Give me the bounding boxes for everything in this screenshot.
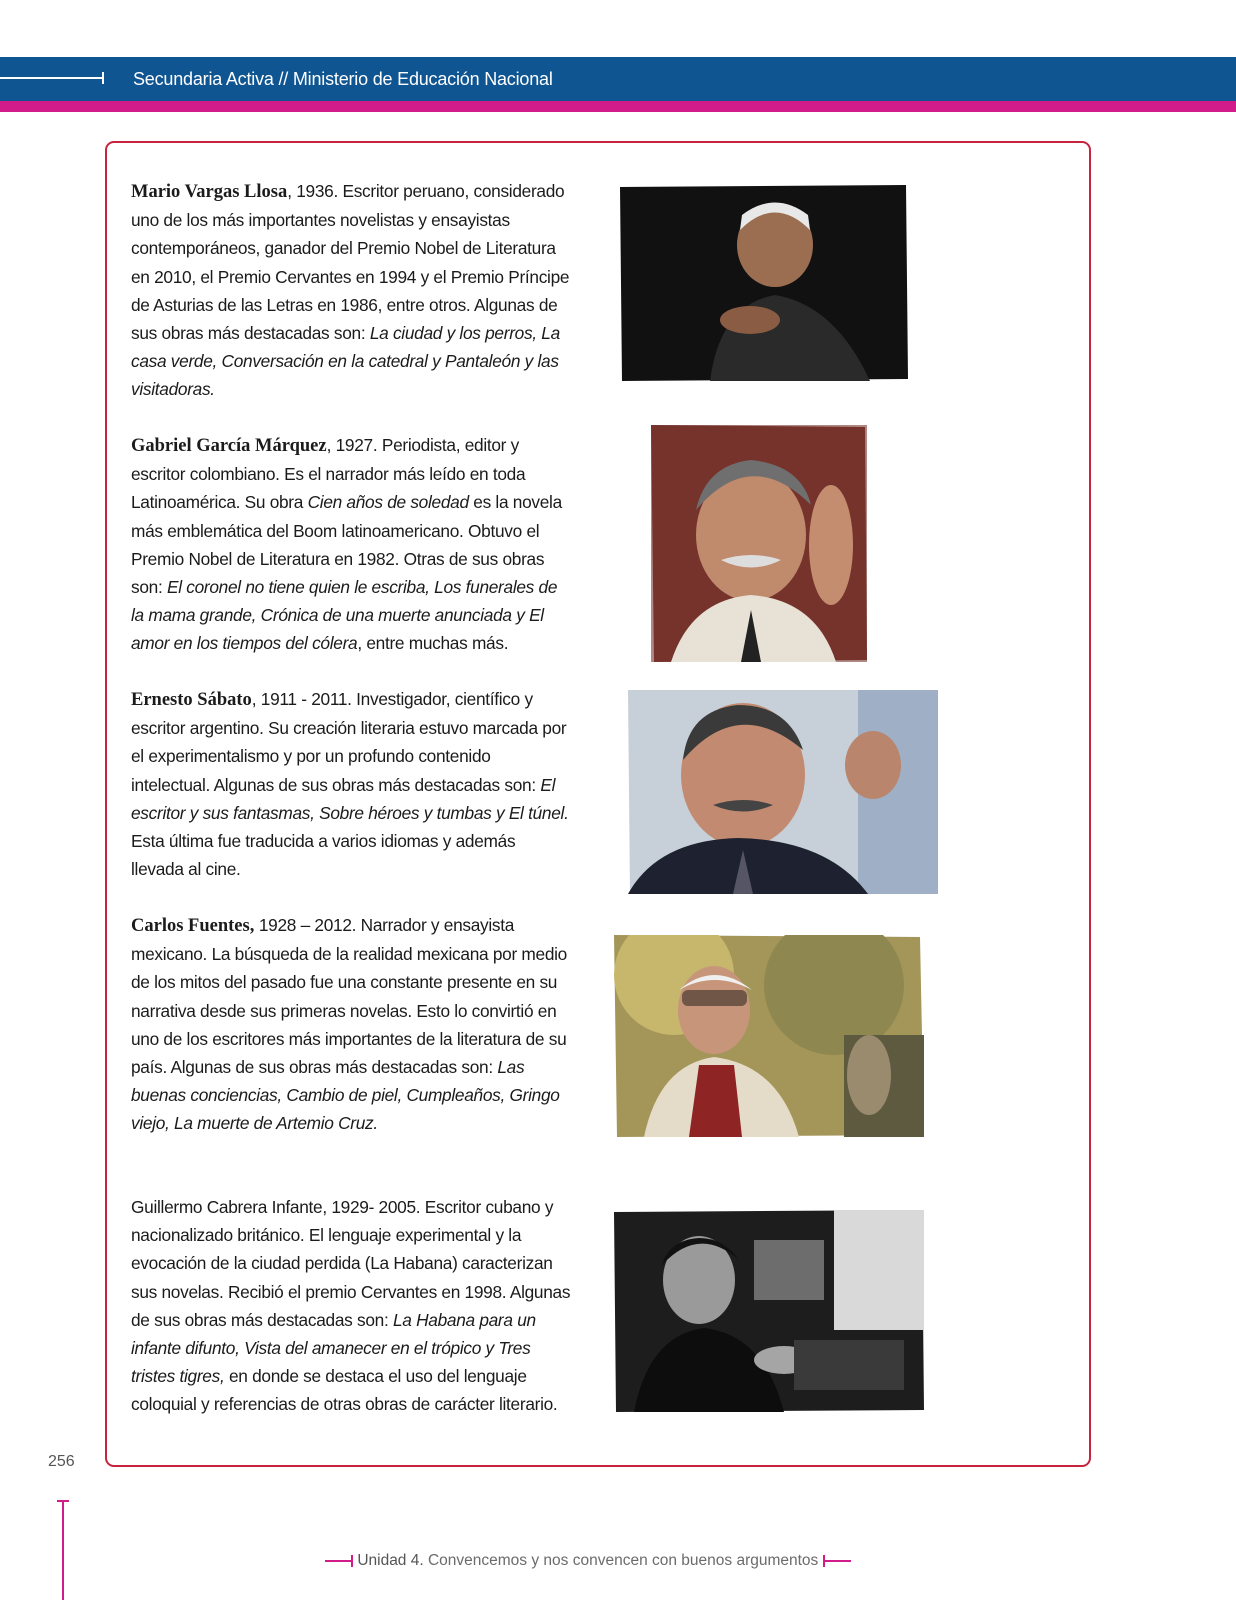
bio-tail: en donde se destaca el uso del lenguaje coloquial y referencias de otras obras de carácter literario. <box>131 1366 558 1415</box>
bio-vargas-llosa <box>131 177 571 404</box>
bio-works: Cien años de soledad <box>307 492 469 513</box>
bio-text: Guillermo Cabrera Infante, 1929- 2005. Escritor cubano y nacionalizado británico. El lenguaje experimental y la evocación de la ciudad perdida (La Habana) caracterizan sus novelas. Recibió el premio Cervantes en 1998. Algunas de sus obras más destacadas son: <box>131 1197 571 1330</box>
footer-title: Convencemos y nos convencen con buenos argumentos <box>423 1552 819 1569</box>
bio-text: es la novela más emblemática del Boom latinoamericano. Obtuvo el Premio Nobel de Literatura en 1982. Otras de sus obras son: <box>131 492 562 598</box>
bio-name: Carlos Fuentes, <box>131 916 255 936</box>
footer-dash-left <box>325 1560 353 1562</box>
bio-works: El coronel no tiene quien le escriba, Los funerales de la mama grande, Crónica de una muerte anunciada y El amor en los tiempos del cólera <box>131 577 558 654</box>
left-margin-rule <box>62 1500 64 1600</box>
header-title: Secundaria Activa // Ministerio de Educación Nacional <box>133 69 553 89</box>
bio-text: , 1927. Periodista, editor y escritor colombiano. Es el narrador más leído en toda Latinoamérica. Su obra <box>131 435 526 513</box>
bio-cabrera-infante <box>131 1193 571 1419</box>
bio-tail: , entre muchas más. <box>357 633 509 654</box>
footer-unit: Unidad 4. <box>357 1552 424 1569</box>
portrait-photo-4 <box>614 935 924 1137</box>
bio-fuentes <box>131 911 571 1138</box>
page-number: 256 <box>48 1453 75 1470</box>
bio-name: Gabriel García Márquez <box>131 436 327 456</box>
bio-works: Las buenas conciencias, Cambio de piel, Cumpleaños, Gringo viejo, La muerte de Artemio Cruz. <box>131 1057 560 1134</box>
bio-text: , 1936. Escritor peruano, considerado uno de los más importantes novelistas y ensayistas contemporáneos, ganador del Premio Nobel de Literatura en 2010, el Premio Cervantes en 1994 y el Premio Príncipe de Asturias de las Letras en 1986, entre otros. Algunas de sus obras más destacadas son: <box>131 181 570 344</box>
portrait-photo-1 <box>620 185 908 381</box>
portrait-photo-2 <box>651 425 867 662</box>
bio-text: 1928 – 2012. Narrador y ensayista mexicano. La búsqueda de la realidad mexicana por medio de los mitos del pasado fue una constante presente en su narrativa desde sus primeras novelas. Esto lo convirtió en uno de los escritores más importantes de la literatura de su país. Algunas de sus obras más destacadas son: <box>131 915 567 1078</box>
header-rule-tick <box>102 72 104 84</box>
portrait-photo-5 <box>614 1210 924 1412</box>
portrait-photo-3 <box>628 690 938 894</box>
footer-dash-right <box>823 1560 851 1562</box>
bio-works: El escritor y sus fantasmas, Sobre héroes y tumbas y El túnel. <box>131 774 569 823</box>
bio-garcia-marquez <box>131 431 571 658</box>
bio-sabato <box>131 685 571 883</box>
header-accent-stripe <box>0 101 1236 112</box>
bio-works: La ciudad y los perros, La casa verde, Conversación en la catedral y Pantaleón y las visitadoras. <box>131 323 560 400</box>
bio-text: , 1911 - 2011. Investigador, científico y escritor argentino. Su creación literaria estuvo marcada por el experimentalismo y por un profundo contenido intelectual. Algunas de sus obras más destacadas son: <box>131 689 567 795</box>
bio-works: La Habana para un infante difunto, Vista del amanecer en el trópico y Tres tristes tigres, <box>131 1309 536 1387</box>
footer <box>325 1549 851 1573</box>
bio-tail: Esta última fue traducida a varios idiomas y además llevada al cine. <box>131 831 516 880</box>
bio-name: Ernesto Sábato <box>131 690 252 710</box>
left-margin-rule-tick <box>57 1500 69 1502</box>
header-rule <box>0 77 102 79</box>
bio-name: Mario Vargas Llosa <box>131 182 288 202</box>
